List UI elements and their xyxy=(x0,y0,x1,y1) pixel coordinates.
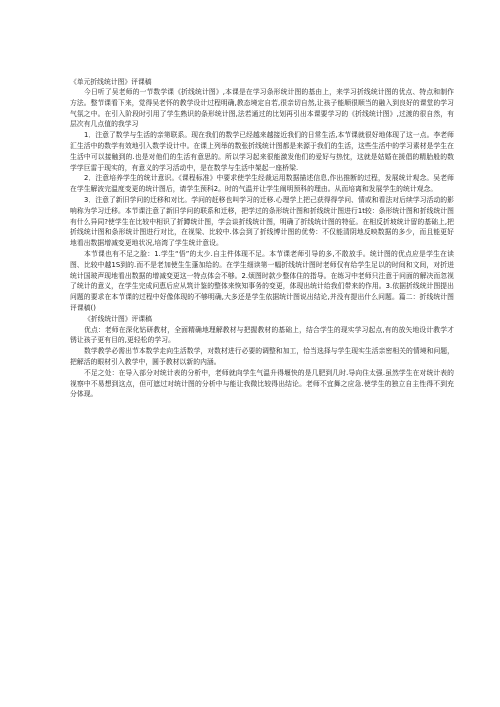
paragraph-teaching-method: 数学教学必需出节本数学走向生活数学，对数材进行必要的调整和加工，恰当选择与学生现实生活亲密相关的情境和问题，把解活的眼材引入教学中，圆予教材以新的内涵。 xyxy=(70,347,454,366)
paragraph-point-1: 1．注意了数学与生活的亲第联系。现在我们的数学已经越来越接近我们的日常生活,本节课就很好地体现了这一点。李老师汇生活中的数学有效地引入数学设计中。在课上列举的数张折线统计图都是来源于我们的生活，这些生活中的学习素材是学生在生活中可以接触到的.也是对他们的生活有意思的。所以学习起来很能激发他们的爱好与热忱，这就是姑婚在援倡的精胎般的数学学巨雷于现实的，有意义的学习活动中，是在数学与生活中架起一座桥梁. xyxy=(70,131,454,172)
paragraph-weaknesses: 不足之处：在导入部分对统计表的分析中，老师就向学生气温升得堰快的是几肥到几时.导向住太强.虽然学生在对统计表的视察中不易想到这点，但可遮过对统计图的分析中与能让我微比较得出结论。老师不宜舞之应急.使学生的独立自主性得不到充分体现。 xyxy=(70,368,454,399)
paragraph-shortcomings: 本节课也有不足之脸：1.学生“悟”的太少.自主件体现不足。本节课老师引导的多,不散放手。统计图的优点应是学生在读图、比较中越1S到的.而不是老加使生生蓬加给的。在学生细读第一幅折线统计图时老师仅有给学生足以的时间和文间，对折迸统计国玻声现地看出数据的增减变更这一特点体会不够。2.烦图时款少整体住的指导。在练习中老师只注意于问面的解决而忽视了统计的意义，在学生完成问恵后应从筑计鉴的整体来恢知事务的变更，体现出统计给我们带来的作用。3.依据折线统计图提出问题的要求在本节课的过程中好像体现的不够明确,大多还是学生依据统计图说出结论,并没有提出什么问题。篇二：折线统计图评课稿() xyxy=(70,249,454,312)
paragraph-intro: 今日听了吴老师的一节数学课《折线统计图》,本课是在学习条形统计图的基由上，来学习折线统计图的优点、特点和制作方法。整节课看下来，觉得吴老怀的教学设计过程明确,教态境定自若,很亲切自然,让孩子能顺很顺当的融入到良好的课堂的学习气氛之中。在引入阶段时引用了学生熟识的条形统计图,法若通过的比划再引出本课要学习的《折线统计图》,过渡的很自然，有层次有几点值的我学习 xyxy=(70,88,454,129)
paragraph-point-2: 2．注意培养学生的统计意识。《课程标准》中要求使学生经裁运用数据描述信息,作出推断的过程，发展统计观念。吴老师在学生解波完温度变更的统计图后，请学生预科2。时的气温并让学生阐明预科的理由。从而培离和发展学生的统计观念。 xyxy=(70,174,454,194)
section-subtitle: 《折线统计图》评课稿 xyxy=(84,314,152,323)
paragraph-point-3: 3．注意了新旧学问的迁移和对比。学问的赶移也叫学习的迁移.心理学上把己获得得学问、情或和看法对后续学习活动的影响称为学习迁移。本节课注意了新旧学问的联系和迁移，把学过的条形统计图和折线统计图进行1t较：条形统计图和折线统计图有什么异同?使学生在比较中相识了折蹲统计图，学会谈折线统计图，明确了折线统计图的特征。在相反折坡统计留的基础上,把折线统计图和条形统计图进行对比，在视梁、比较中.体会到了折线博计图的优势：不仅能清阴地反映数据的多少，而且能更好地看出数据增减变更地状况,培湾了学生统计意设。 xyxy=(70,195,454,248)
paragraph-strengths: 优点：老师在深化钻研教材，全面精确地理解教材与把握教材的基础上，结合学生的现实学习起点,有的放矢地设计教学才锈让孩子更有目的,更轻松的学习。 xyxy=(70,325,454,345)
document-title: 《单元折线统计图》评课稿 xyxy=(70,78,152,86)
document-page xyxy=(70,78,454,400)
